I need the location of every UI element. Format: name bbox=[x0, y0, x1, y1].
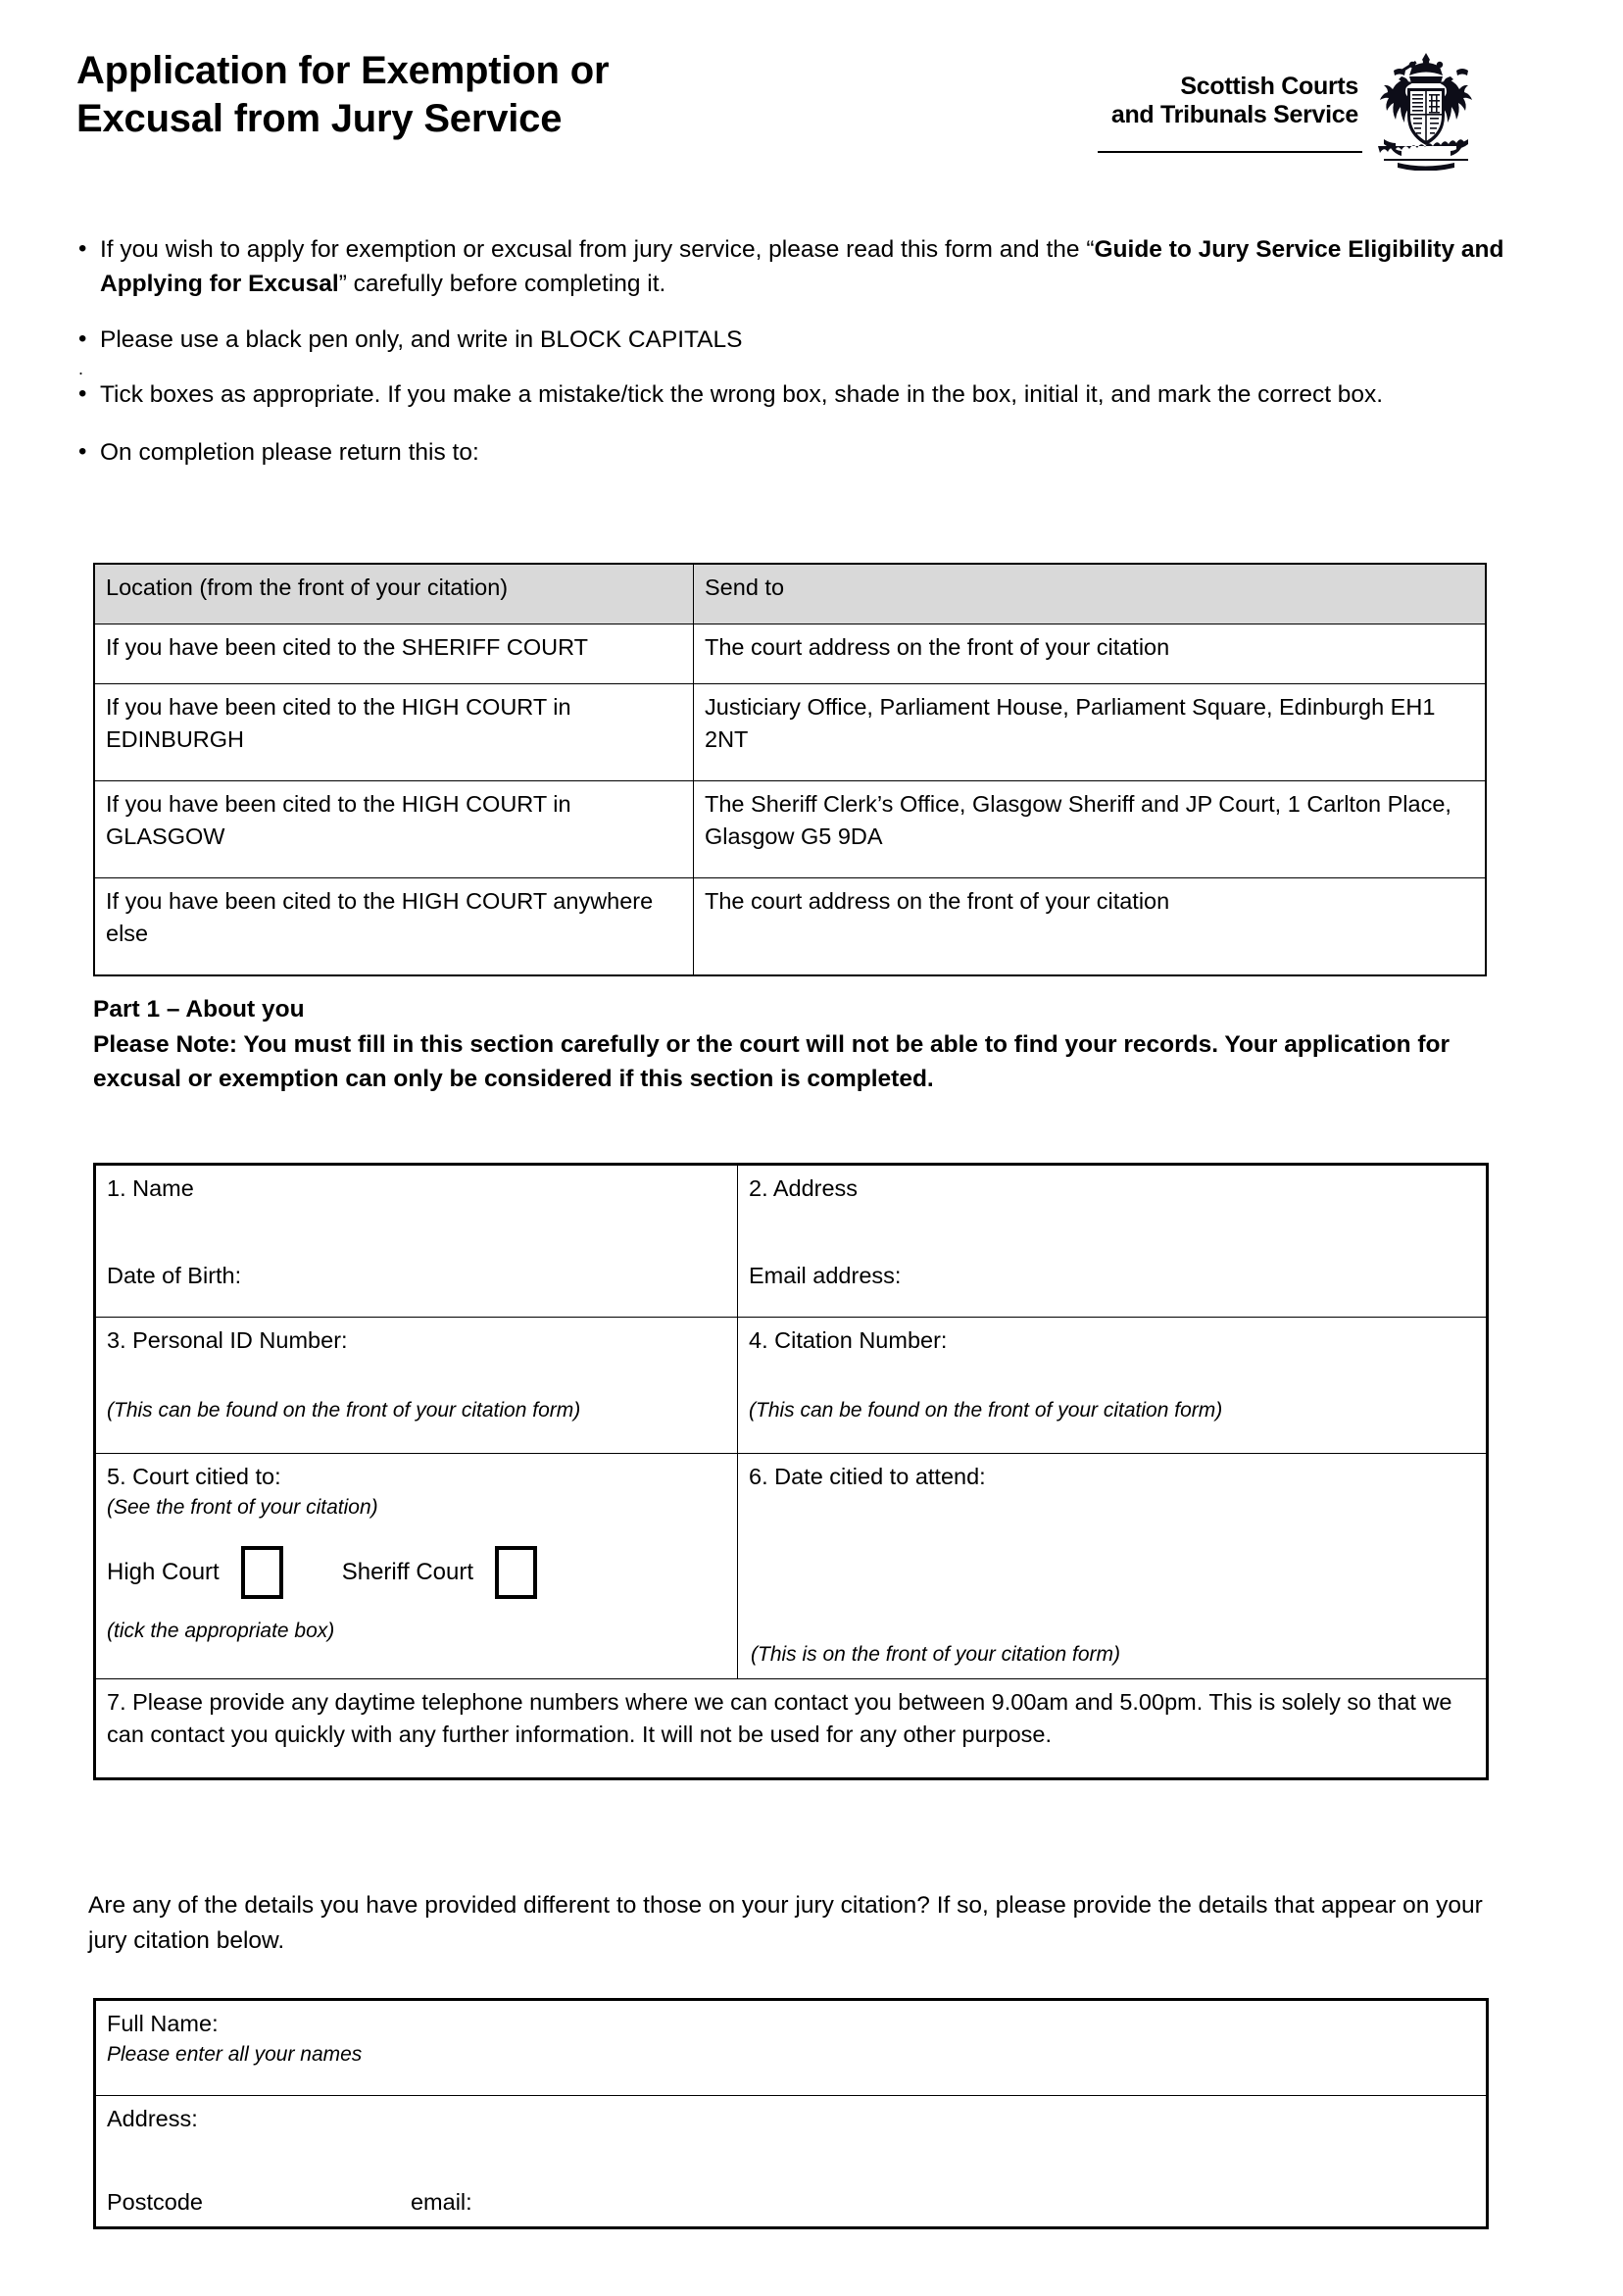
table-row bbox=[94, 781, 1486, 878]
field-6-note: (This is on the front of your citation form) bbox=[751, 1643, 1120, 1667]
field-3-note: (This can be found on the front of your citation form) bbox=[107, 1399, 581, 1423]
field-5-note: (See the front of your citation) bbox=[107, 1496, 378, 1520]
different-details-paragraph: Are any of the details you have provided different to those on your jury citation? If so, please provide the details that appear on your jury citation below. bbox=[88, 1892, 1483, 1954]
instruction-1-guide-name: Guide to Jury Service Eligibility and Applying for Excusal bbox=[100, 236, 1504, 297]
page-title-line-2: Excusal from Jury Service bbox=[76, 96, 563, 140]
alt-email-label: email: bbox=[410, 2189, 472, 2216]
personal-id-input-area[interactable] bbox=[107, 1357, 727, 1396]
name-input-area[interactable] bbox=[107, 1205, 727, 1260]
row-3-send-to: The Sheriff Clerk’s Office, Glasgow Sheriff and JP Court, 1 Carlton Place, Glasgow G5 9DA bbox=[694, 781, 1487, 878]
column-header-send-to: Send to bbox=[694, 564, 1487, 624]
instruction-bullet-1 bbox=[76, 233, 1547, 302]
field-name-cell[interactable] bbox=[95, 1165, 738, 1318]
part-1-note: Please Note: You must fill in this section carefully or the court will not be able to find your records. Your application for excusal or exemption can only be considered if this section is completed. bbox=[93, 1030, 1451, 1093]
page-title-line-1: Application for Exemption or bbox=[76, 49, 610, 92]
return-address-table bbox=[93, 563, 1487, 976]
court-type-options bbox=[107, 1546, 727, 1599]
high-court-checkbox[interactable] bbox=[241, 1546, 283, 1599]
citation-details-table bbox=[93, 1998, 1489, 2229]
alt-row-address bbox=[95, 2096, 1488, 2228]
row-3-location: If you have been cited to the HIGH COURT in GLASGOW bbox=[94, 781, 694, 878]
form-row-court-date bbox=[95, 1454, 1488, 1679]
row-2-send-to: Justiciary Office, Parliament House, Parliament Square, Edinburgh EH1 2NT bbox=[694, 684, 1487, 781]
alt-row-full-name bbox=[95, 2000, 1488, 2096]
table-row bbox=[94, 624, 1486, 684]
instruction-4-text: On completion please return this to: bbox=[100, 439, 479, 467]
field-court-cited-cell[interactable] bbox=[95, 1454, 738, 1679]
instruction-bullet-4 bbox=[76, 436, 1547, 471]
logo-underline bbox=[1098, 151, 1362, 153]
row-1-location: If you have been cited to the SHERIFF COURT bbox=[94, 624, 694, 684]
field-telephone-cell[interactable] bbox=[95, 1679, 1488, 1779]
field-2-label: 2. Address bbox=[749, 1175, 859, 1201]
citation-number-input-area[interactable] bbox=[749, 1357, 1476, 1396]
organisation-logo bbox=[1076, 51, 1488, 169]
field-5-tick-note: (tick the appropriate box) bbox=[107, 1620, 335, 1643]
postcode-email-row bbox=[107, 2186, 1476, 2219]
address-input-area[interactable] bbox=[749, 1205, 1476, 1260]
email-address-label: Email address: bbox=[749, 1263, 902, 1289]
field-personal-id-cell[interactable] bbox=[95, 1318, 738, 1454]
table-header-row bbox=[94, 564, 1486, 624]
royal-coat-of-arms-icon bbox=[1364, 51, 1488, 171]
field-3-label: 3. Personal ID Number: bbox=[107, 1327, 348, 1353]
high-court-label: High Court bbox=[107, 1559, 220, 1586]
table-row bbox=[94, 684, 1486, 781]
postcode-label: Postcode bbox=[107, 2189, 203, 2216]
field-full-name-cell[interactable] bbox=[95, 2000, 1488, 2096]
instruction-bullet-2 bbox=[76, 324, 1547, 358]
row-4-send-to: The court address on the front of your citation bbox=[694, 878, 1487, 976]
full-name-label: Full Name: bbox=[107, 2011, 219, 2036]
instruction-1-text-a: If you wish to apply for exemption or excusal from jury service, please read this form and the “ bbox=[100, 236, 1095, 263]
field-1-label: 1. Name bbox=[107, 1175, 194, 1201]
form-row-id-citation bbox=[95, 1318, 1488, 1454]
sheriff-court-label: Sheriff Court bbox=[341, 1559, 474, 1586]
part-1-heading: Part 1 – About you bbox=[93, 996, 305, 1023]
sheriff-court-checkbox[interactable] bbox=[495, 1546, 537, 1599]
field-address-cell[interactable] bbox=[738, 1165, 1488, 1318]
instruction-3-text: Tick boxes as appropriate. If you make a mistake/tick the wrong box, shade in the box, initial it, and mark the correct box. bbox=[100, 381, 1384, 409]
form-row-telephone bbox=[95, 1679, 1488, 1779]
field-5-label: 5. Court citied to: bbox=[107, 1464, 281, 1489]
instructions-list bbox=[76, 233, 1547, 471]
part-1-section-header bbox=[93, 992, 1495, 1097]
logo-line-2: and Tribunals Service bbox=[1110, 101, 1358, 128]
field-6-label: 6. Date citied to attend: bbox=[749, 1464, 986, 1489]
field-citation-number-cell[interactable] bbox=[738, 1318, 1488, 1454]
document-header bbox=[76, 47, 1547, 175]
table-row bbox=[94, 878, 1486, 976]
field-date-cited-cell[interactable] bbox=[738, 1454, 1488, 1679]
row-2-location: If you have been cited to the HIGH COURT in EDINBURGH bbox=[94, 684, 694, 781]
field-alt-address-cell[interactable] bbox=[95, 2096, 1488, 2228]
field-4-label: 4. Citation Number: bbox=[749, 1327, 948, 1353]
date-of-birth-label: Date of Birth: bbox=[107, 1263, 242, 1289]
instruction-2-text: Please use a black pen only, and write in BLOCK CAPITALS bbox=[100, 325, 743, 353]
field-7-text: 7. Please provide any daytime telephone numbers where we can contact you between 9.00am and 5.00pm. This is solely so that we can contact you quickly with any further information. It will not be used for any other purpose. bbox=[107, 1689, 1452, 1748]
logo-line-1: Scottish Courts bbox=[1180, 73, 1358, 100]
form-row-name-address bbox=[95, 1165, 1488, 1318]
page-title bbox=[76, 47, 959, 143]
row-1-send-to: The court address on the front of your citation bbox=[694, 624, 1487, 684]
row-4-location: If you have been cited to the HIGH COURT anywhere else bbox=[94, 878, 694, 976]
about-you-form-table bbox=[93, 1163, 1489, 1780]
full-name-note: Please enter all your names bbox=[107, 2043, 363, 2067]
column-header-location: Location (from the front of your citation) bbox=[94, 564, 694, 624]
field-4-note: (This can be found on the front of your citation form) bbox=[749, 1399, 1223, 1423]
logo-wordmark bbox=[1111, 73, 1358, 129]
stray-period-mark: . bbox=[78, 359, 84, 379]
instruction-1-text-b: ” carefully before completing it. bbox=[338, 270, 666, 297]
instruction-bullet-3 bbox=[76, 378, 1547, 413]
alt-address-label: Address: bbox=[107, 2106, 198, 2131]
